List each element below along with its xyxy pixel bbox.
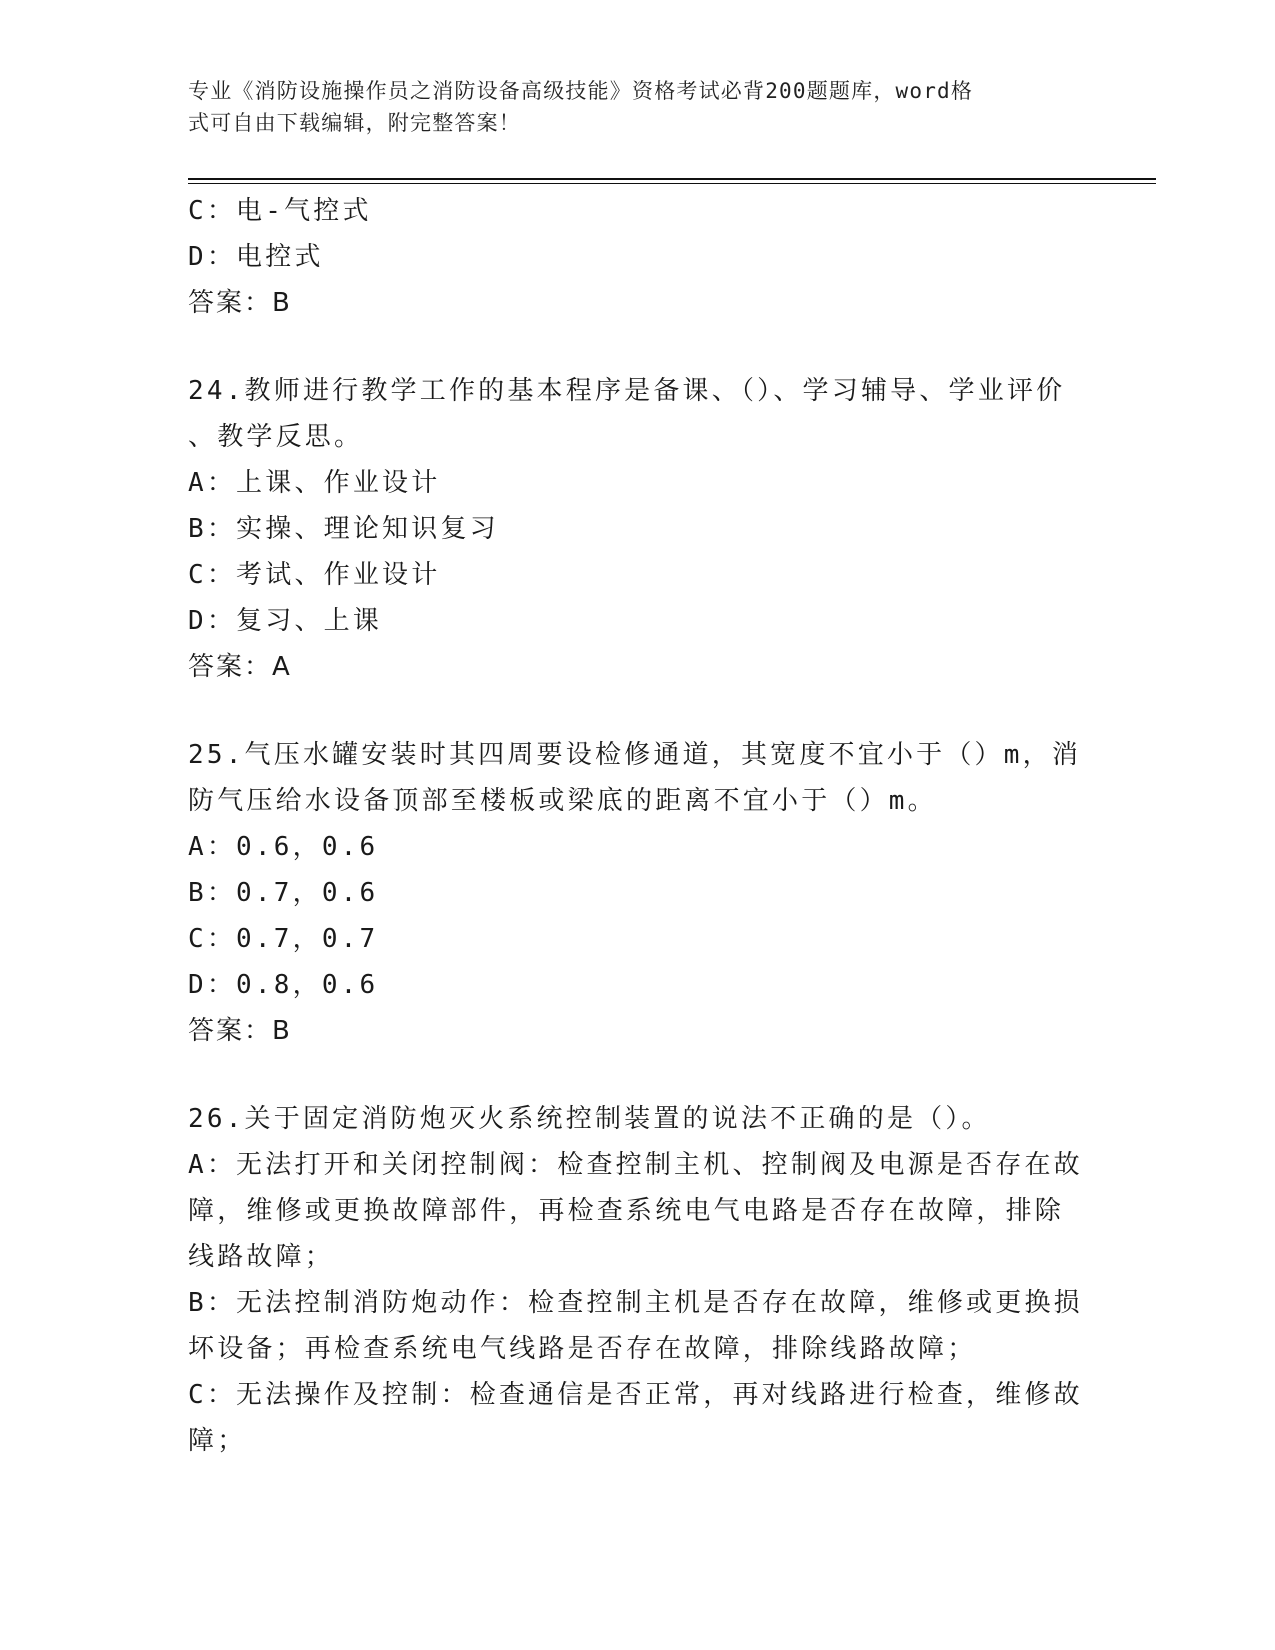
option-b-continued: 坏设备；再检查系统电气线路是否存在故障，排除线路故障； <box>188 1334 977 1364</box>
option-d: D：电控式 <box>188 242 324 272</box>
option-a: A：0.6，0.6 <box>188 832 379 862</box>
option-c: C：无法操作及控制：检查通信是否正常，再对线路进行检查，维修故 <box>188 1380 1083 1410</box>
spacer <box>188 1054 1088 1096</box>
spacer <box>188 326 1088 368</box>
option-b: B：无法控制消防炮动作：检查控制主机是否存在故障，维修或更换损 <box>188 1288 1083 1318</box>
question-stem: 、教学反思。 <box>188 422 364 452</box>
question-stem: 26.关于固定消防炮灭火系统控制装置的说法不正确的是（）。 <box>188 1104 991 1134</box>
header-line: 专业《消防设施操作员之消防设备高级技能》资格考试必背200题题库，word格 <box>188 79 974 103</box>
option-a-continued: 线路故障； <box>188 1242 335 1272</box>
document-header <box>188 75 1068 139</box>
answer: 答案：B <box>188 1016 292 1046</box>
question-list <box>188 188 1088 1464</box>
question-stem: 25.气压水罐安装时其四周要设检修通道，其宽度不宜小于（）m，消 <box>188 740 1082 770</box>
option-b: B：实操、理论知识复习 <box>188 514 499 544</box>
option-b: B：0.7，0.6 <box>188 878 379 908</box>
option-a: A：上课、作业设计 <box>188 468 441 498</box>
header-divider-thin <box>188 183 1156 184</box>
question-26 <box>188 1096 1088 1464</box>
option-a: A：无法打开和关闭控制阀：检查控制主机、控制阀及电源是否存在故 <box>188 1150 1083 1180</box>
option-a-continued: 障，维修或更换故障部件，再检查系统电气电路是否存在故障，排除 <box>188 1196 1065 1226</box>
question-24 <box>188 368 1088 690</box>
option-c: C：考试、作业设计 <box>188 560 441 590</box>
answer: 答案：A <box>188 652 292 682</box>
option-c: C：0.7，0.7 <box>188 924 379 954</box>
option-c-continued: 障； <box>188 1426 247 1456</box>
option-d: D：0.8，0.6 <box>188 970 379 1000</box>
header-line: 式可自由下载编辑，附完整答案！ <box>188 111 521 135</box>
question-stem: 防气压给水设备顶部至楼板或梁底的距离不宜小于（）m。 <box>188 786 937 816</box>
question-25 <box>188 732 1088 1054</box>
option-d: D：复习、上课 <box>188 606 383 636</box>
header-divider <box>188 178 1156 180</box>
question-23-tail <box>188 188 1088 326</box>
spacer <box>188 690 1088 732</box>
option-c: C：电-气控式 <box>188 196 372 226</box>
question-stem: 24.教师进行教学工作的基本程序是备课、（）、学习辅导、学业评价 <box>188 376 1066 406</box>
answer: 答案：B <box>188 288 292 318</box>
